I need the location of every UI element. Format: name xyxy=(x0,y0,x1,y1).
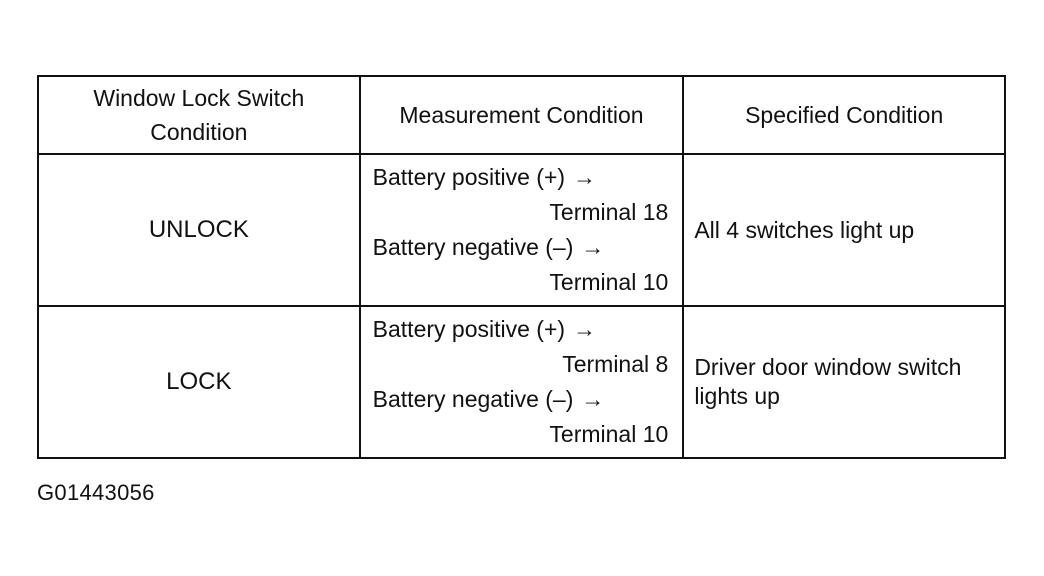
positive-terminal: Terminal 18 xyxy=(549,199,669,225)
header-switch-condition xyxy=(38,76,360,154)
header-switch-condition-line1: Window Lock Switch xyxy=(93,85,305,111)
header-specified-condition xyxy=(683,76,1005,154)
header-switch-condition-line2: Condition xyxy=(150,119,248,145)
battery-negative-label: Battery negative (–) xyxy=(372,234,574,260)
arrow-icon: → xyxy=(573,164,597,190)
battery-negative-label: Battery negative (–) xyxy=(372,386,574,412)
condition-cell: LOCK xyxy=(38,306,360,458)
battery-positive-label: Battery positive (+) xyxy=(372,316,566,342)
header-specified-condition-label: Specified Condition xyxy=(745,102,944,128)
measurement-negative-line xyxy=(373,382,669,417)
arrow-icon: → xyxy=(581,386,605,412)
measurement-cell xyxy=(360,306,684,458)
header-measurement-condition xyxy=(360,76,684,154)
positive-terminal: Terminal 8 xyxy=(562,351,669,377)
negative-terminal: Terminal 10 xyxy=(549,421,669,447)
measurement-cell xyxy=(360,154,684,306)
specified-condition-cell: All 4 switches light up xyxy=(683,154,1005,306)
table-row-unlock xyxy=(38,154,1005,306)
header-measurement-condition-label: Measurement Condition xyxy=(399,102,644,128)
specified-condition-cell: Driver door window switch lights up xyxy=(683,306,1005,458)
table-row-lock xyxy=(38,306,1005,458)
battery-positive-label: Battery positive (+) xyxy=(372,164,566,190)
figure-id: G01443056 xyxy=(37,480,155,505)
arrow-icon: → xyxy=(573,316,597,342)
negative-terminal: Terminal 10 xyxy=(549,269,669,295)
measurement-negative-line xyxy=(373,230,669,265)
condition-cell: UNLOCK xyxy=(38,154,360,306)
spec-table xyxy=(37,75,1006,459)
arrow-icon: → xyxy=(581,234,605,260)
measurement-positive-line xyxy=(373,160,669,195)
table-header-row xyxy=(38,76,1005,154)
measurement-positive-line xyxy=(373,312,669,347)
